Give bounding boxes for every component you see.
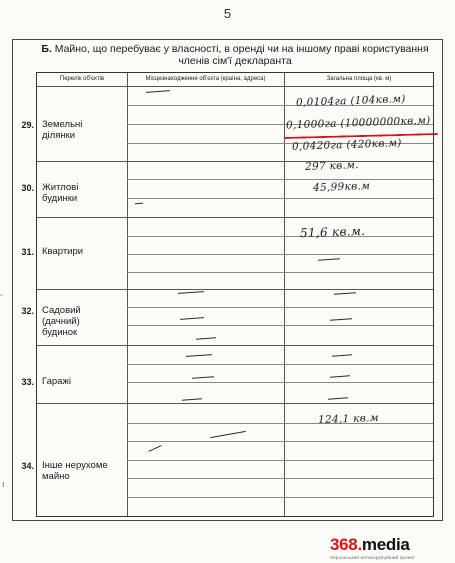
row-divider [37,403,433,404]
column-header-location: Місцезнаходження об'єкта (країна, адреса) [145,76,266,82]
column-header-area: Загальна площа (кв. м) [326,76,392,82]
sub-row-divider [127,423,433,424]
handwritten-apartment-area: 51,6 кв.м. [299,223,366,241]
row-label-garden-house: Садовий (дачний) будинок [42,305,81,338]
sub-row-divider [127,236,433,237]
row-label-houses: Житлові будинки [42,182,79,204]
section-letter: Б. [41,43,52,55]
row-number: 34. [21,461,34,471]
sub-row-divider [127,179,433,180]
sub-row-divider [127,497,433,498]
page-number: 5 [223,6,232,21]
handwritten-land-area-1: 0,0104га (104кв.м) [295,93,406,109]
section-title-line1: Майно, що перебуває у власності, в оренді чи на іншому праві користування [51,43,429,55]
section-title [36,43,434,67]
row-divider [37,86,433,87]
sub-row-divider [127,382,433,383]
row-number: 30. [21,183,34,193]
row-number: 32. [21,306,34,316]
watermark-logo [330,535,450,561]
logo-tagline: Херсонський антикорупційний проект [330,555,416,560]
sub-row-divider [127,254,433,255]
row-divider [37,289,433,290]
row-number: 29. [21,120,34,130]
sub-row-divider [127,478,433,479]
column-divider [284,73,285,516]
row-label-land: Земельні ділянки [42,119,83,141]
sub-row-divider [127,307,433,308]
row-number: 31. [21,247,34,257]
row-divider [37,345,433,346]
row-number: 33. [21,377,34,387]
sub-row-divider [127,441,433,442]
row-label-other-property: Інше нерухоме майно [42,460,108,482]
handwritten-other-area: 124,1 кв.м [317,411,380,427]
row-label-garages: Гаражі [42,376,71,387]
logo-dot: . [357,535,362,554]
handwritten-land-area-3: 0,0420га (420кв.м) [291,137,402,153]
column-header-objects: Перелік об'єктів [59,76,105,82]
row-label-apartments: Квартири [42,246,84,257]
column-divider [127,73,128,516]
logo-wordmark [330,535,410,555]
scan-mark: ı [2,479,5,489]
sub-row-divider [127,364,433,365]
sub-row-divider [127,198,433,199]
handwritten-land-area-2: 0,1000га (10000000кв.м) [285,114,431,132]
handwritten-house-area-1: 297 кв.м. [304,159,360,173]
sub-row-divider [127,272,433,273]
section-title-line2: членів сім'ї декларанта [178,55,292,67]
sub-row-divider [127,460,433,461]
scan-mark: ˇ [0,293,3,303]
logo-text: media [361,535,410,554]
row-divider [37,217,433,218]
row-divider [37,161,433,162]
handwritten-house-area-2: 45,99кв.м [312,180,371,194]
sub-row-divider [127,325,433,326]
logo-number: 368 [330,535,358,554]
